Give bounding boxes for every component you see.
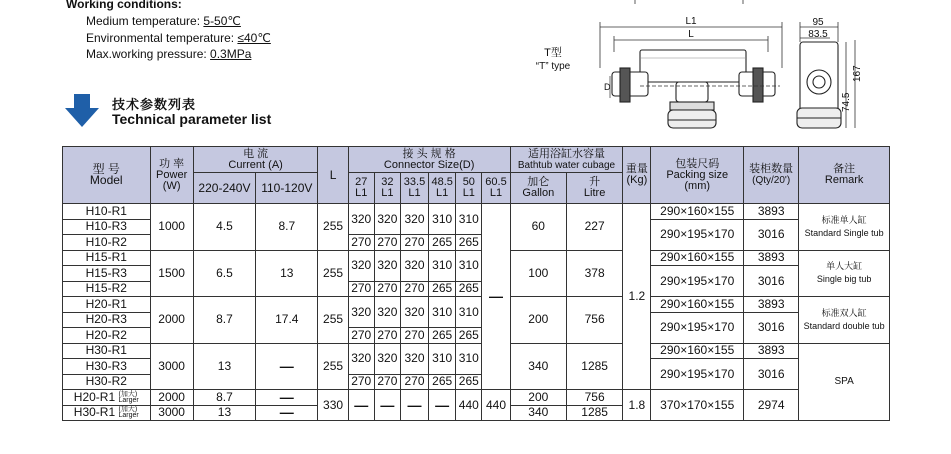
connector-cell: 270 [348,281,374,297]
connector-cell: 310 [456,343,482,374]
header-gallon: 加仑 Gallon [510,173,566,204]
svg-text:L1: L1 [685,16,697,27]
larger-badge: (加大) Larger [118,390,139,404]
model-cell: H10-R1 [63,204,151,220]
connector-cell: 270 [374,281,400,297]
gallon-cell: 60 [510,204,566,251]
model-cell: H15-R2 [63,281,151,297]
connector-cell: 440 [482,390,510,421]
table-row [63,390,890,406]
connector-cell: 270 [400,328,428,344]
current-110-cell: — [256,405,318,421]
connector-cell: 320 [374,250,400,281]
header-conn-60-5: 60.5 L1 [482,173,510,204]
medium-temperature-line: Medium temperature: 5-50℃ [86,14,241,28]
packing-cell: 290×160×155 [651,343,744,359]
connector-cell: 310 [429,204,456,235]
power-cell: 2000 [150,390,193,406]
down-arrow-icon [64,94,100,128]
header-weight: 重量 (Kg) [623,147,651,204]
current-110-cell: 13 [256,250,318,297]
connector-cell: — [400,390,428,421]
connector-cell: 310 [429,343,456,374]
table-row [63,343,890,359]
weight-cell: 1.2 [623,204,651,390]
remark-en: Standard double tub [803,320,885,331]
svg-text:83.5: 83.5 [808,29,828,40]
header-conn-32: 32 L1 [374,173,400,204]
qty-cell: 3893 [744,250,799,266]
current-220-cell: 8.7 [193,297,255,344]
packing-cell: 290×160×155 [651,204,744,220]
header-conn-50: 50 L1 [456,173,482,204]
connector-cell: 270 [400,235,428,251]
gallon-cell: 340 [510,405,566,421]
header-conn-48-5: 48.5 L1 [429,173,456,204]
model-cell: H30-R2 [63,374,151,390]
type-label-cn: T型 [544,47,562,59]
connector-cell: 265 [429,328,456,344]
litre-cell: 756 [566,390,622,406]
weight-cell: 1.8 [623,390,651,421]
connector-cell: 320 [348,250,374,281]
header-L: L [318,147,348,204]
environmental-temperature-line: Environmental temperature: ≤40℃ [86,31,271,45]
current-110-cell: 17.4 [256,297,318,344]
packing-cell: 370×170×155 [651,390,744,421]
connector-cell: — [348,390,374,421]
power-cell: 3000 [150,343,193,390]
max-pressure-line: Max.working pressure: 0.3MPa [86,47,252,61]
packing-cell: 290×160×155 [651,297,744,313]
header-bathtub: 适用浴缸水容量 Bathtub water cubage [510,147,623,173]
remark-cell [799,204,890,251]
connector-cell: 320 [374,204,400,235]
qty-cell: 3016 [744,266,799,297]
svg-text:D: D [604,82,611,92]
connector-cell: 270 [348,374,374,390]
current-110-cell: 8.7 [256,204,318,251]
remark-cell [799,297,890,344]
header-connector: 接 头 规 格 Connector Size(D) [348,147,510,173]
connector-cell: 320 [374,297,400,328]
table-row [63,297,890,313]
litre-cell: 378 [566,250,622,297]
header-model: 型 号 Model [63,147,151,204]
header-qty: 装柜数量 (Qty/20') [744,147,799,204]
gallon-cell: 200 [510,390,566,406]
connector-cell: 270 [348,328,374,344]
connector-cell: — [429,390,456,421]
connector-cell: 310 [456,204,482,235]
connector-cell: 270 [348,235,374,251]
heater-technical-drawing [520,0,951,140]
litre-cell: 1285 [566,405,622,421]
current-220-cell: 4.5 [193,204,255,251]
type-label-en: “T” type [535,61,571,72]
current-220-cell: 13 [193,343,255,390]
connector-cell: 265 [429,235,456,251]
model-cell: H10-R3 [63,219,151,235]
table-row [63,204,890,220]
connector-cell: 270 [400,281,428,297]
connector-cell: — [374,390,400,421]
qty-cell: 3016 [744,219,799,250]
power-cell: 1000 [150,204,193,251]
remark-cell [799,250,890,297]
connector-cell: 320 [374,343,400,374]
section-title-en: Technical parameter list [112,111,272,127]
connector-cell: 270 [374,328,400,344]
model-cell: H30-R3 [63,359,151,375]
larger-badge: (加大) Larger [118,406,139,420]
connector-cell: 265 [429,374,456,390]
model-cell: H30-R1 [63,343,151,359]
header-conn-33-5: 33.5 L1 [400,173,428,204]
current-110-cell: — [256,390,318,406]
model-cell: H15-R1 [63,250,151,266]
connector-cell: 320 [400,250,428,281]
model-cell: H20-R3 [63,312,151,328]
packing-cell: 290×195×170 [651,359,744,390]
header-conn-27: 27 L1 [348,173,374,204]
model-cell: H15-R3 [63,266,151,282]
L-cell: 255 [318,250,348,297]
connector-cell: 320 [348,343,374,374]
model-cell [63,390,151,406]
svg-text:L: L [688,29,694,40]
connector-60-5-cell: — [482,204,510,390]
model-name: H20-R1 [73,389,116,404]
power-cell: 1500 [150,250,193,297]
model-name: H30-R1 [73,405,116,420]
current-110-cell: — [256,343,318,390]
connector-cell: 440 [456,390,482,421]
litre-cell: 227 [566,204,622,251]
qty-cell: 3016 [744,312,799,343]
connector-cell: 320 [400,297,428,328]
connector-cell: 320 [348,204,374,235]
power-cell: 3000 [150,405,193,421]
connector-cell: 265 [429,281,456,297]
connector-cell: 265 [456,374,482,390]
current-220-cell: 6.5 [193,250,255,297]
header-packing: 包装尺码 Packing size (mm) [651,147,744,204]
connector-cell: 265 [456,281,482,297]
model-cell: H20-R1 [63,297,151,313]
header-current-220: 220-240V [193,173,255,204]
connector-cell: 310 [429,297,456,328]
header-litre: 升 Litre [566,173,622,204]
connector-cell: 310 [456,297,482,328]
model-cell: H10-R2 [63,235,151,251]
power-cell: 2000 [150,297,193,344]
gallon-cell: 340 [510,343,566,390]
packing-cell: 290×195×170 [651,219,744,250]
connector-cell: 265 [456,235,482,251]
remark-cn: 标准单人缸 [821,214,867,225]
model-cell: H20-R2 [63,328,151,344]
litre-cell: 1285 [566,343,622,390]
current-220-cell: 8.7 [193,390,255,406]
remark-en: Single big tub [816,274,872,285]
remark-cn: 标准双人缸 [821,307,867,318]
svg-text:95: 95 [812,17,824,28]
header-current-110: 110-120V [256,173,318,204]
gallon-cell: 200 [510,297,566,344]
connector-cell: 265 [456,328,482,344]
section-title-cn: 技术参数列表 [112,97,197,112]
svg-text:74.5: 74.5 [841,92,852,112]
header-remark: 备注 Remark [799,147,890,204]
L-cell: 255 [318,204,348,251]
working-conditions-title: Working conditions: [66,0,182,11]
qty-cell: 3893 [744,297,799,313]
remark-cn: 单人大缸 [826,261,863,272]
connector-cell: 310 [456,250,482,281]
model-cell [63,405,151,421]
connector-cell: 320 [400,204,428,235]
svg-text:167: 167 [852,65,863,82]
remark-cell: SPA [799,343,890,421]
L-cell: 255 [318,297,348,344]
packing-cell: 290×195×170 [651,266,744,297]
header-power: 功 率 Power (W) [150,147,193,204]
qty-cell: 3893 [744,343,799,359]
table-row [63,250,890,266]
packing-cell: 290×160×155 [651,250,744,266]
technical-parameter-table [62,146,890,421]
gallon-cell: 100 [510,250,566,297]
connector-cell: 320 [400,343,428,374]
connector-cell: 310 [429,250,456,281]
current-220-cell: 13 [193,405,255,421]
qty-cell: 2974 [744,390,799,421]
connector-cell: 270 [374,374,400,390]
packing-cell: 290×195×170 [651,312,744,343]
connector-cell: 320 [348,297,374,328]
qty-cell: 3893 [744,204,799,220]
qty-cell: 3016 [744,359,799,390]
litre-cell: 756 [566,297,622,344]
remark-en: Standard Single tub [804,227,884,238]
connector-cell: 270 [400,374,428,390]
L-cell: 330 [318,390,348,421]
L-cell: 255 [318,343,348,390]
header-current: 电 流 Current (A) [193,147,318,173]
connector-cell: 270 [374,235,400,251]
